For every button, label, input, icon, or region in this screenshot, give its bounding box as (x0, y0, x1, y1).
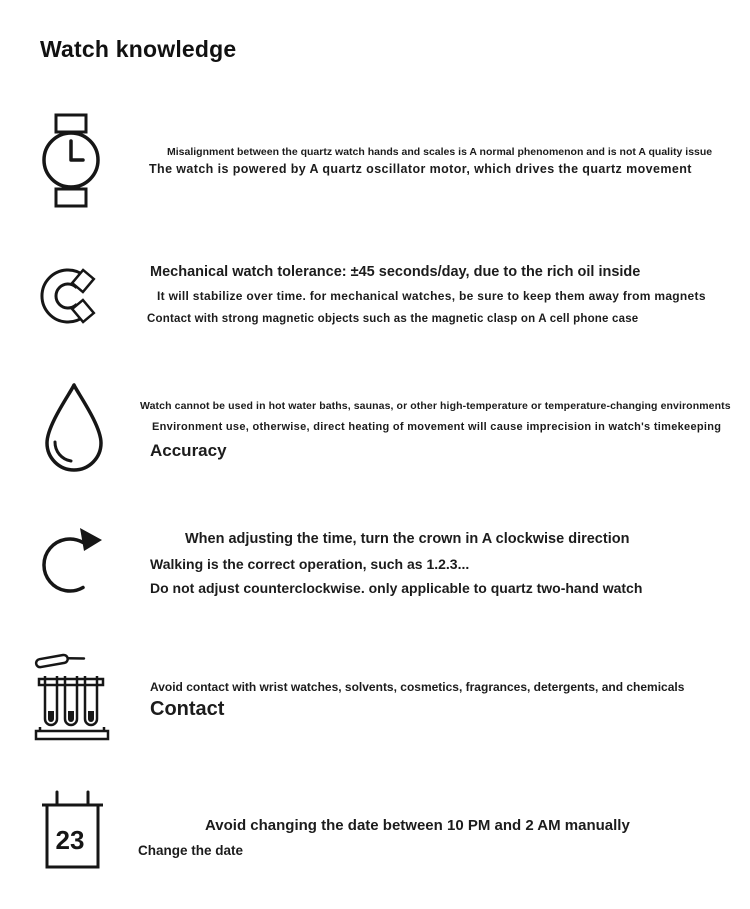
info-line: It will stabilize over time. for mechanical watches, be sure to keep them away from magnets (157, 289, 706, 303)
test-tubes-icon (34, 643, 112, 745)
magnet-icon (40, 262, 105, 329)
info-line: Environment use, otherwise, direct heating of movement will cause imprecision in watch's timekeeping (152, 421, 722, 433)
info-line: Walking is the correct operation, such as 1.2.3... (150, 556, 470, 572)
section-heading: Contact (150, 698, 225, 720)
clockwise-arrow-icon (36, 519, 108, 604)
water-drop-icon (38, 378, 110, 478)
info-line: Change the date (138, 843, 244, 858)
info-line: Avoid contact with wrist watches, solvents, cosmetics, fragrances, detergents, and chemicals (150, 680, 685, 694)
info-line: The watch is powered by A quartz oscillator motor, which drives the quartz movement (149, 162, 692, 176)
info-line: Avoid changing the date between 10 PM and 2 AM manually (205, 817, 630, 834)
info-line: Contact with strong magnetic objects such as the magnetic clasp on A cell phone case (147, 313, 639, 325)
section-heading: Accuracy (150, 441, 227, 460)
info-line: When adjusting the time, turn the crown in A clockwise direction (185, 531, 630, 547)
calendar-icon (40, 789, 105, 875)
info-line: Watch cannot be used in hot water baths, saunas, or other high-temperature or temperature-changing environments (140, 400, 731, 412)
page-title: Watch knowledge (40, 36, 237, 62)
calendar-day-number: 23 (55, 825, 85, 855)
info-line: Misalignment between the quartz watch hands and scales is A normal phenomenon and is not A quality issue (167, 146, 713, 158)
watch-icon (40, 112, 105, 209)
info-line: Mechanical watch tolerance: ±45 seconds/day, due to the rich oil inside (150, 264, 641, 280)
info-line: Do not adjust counterclockwise. only applicable to quartz two-hand watch (150, 580, 643, 596)
